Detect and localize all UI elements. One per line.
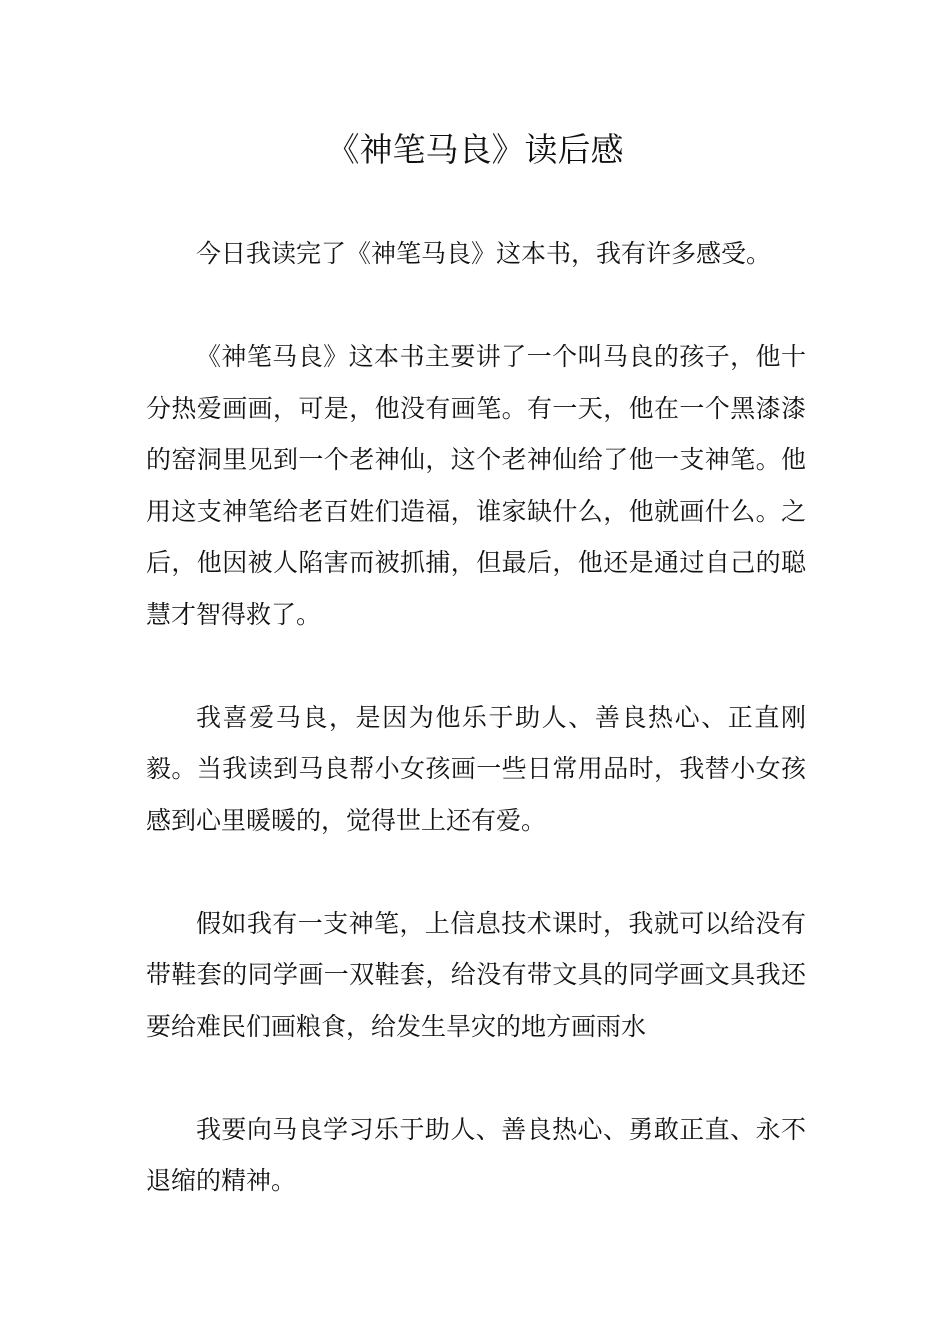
document-title: 《神笔马良》读后感 <box>326 130 624 169</box>
paragraph-reason: 我喜爱马良，是因为他乐于助人、善良热心、正直刚毅。当我读到马良帮小女孩画一些日常用品时，我替小女孩感到心里暖暖的，觉得世上还有爱。 <box>146 702 806 835</box>
paragraph-imagination: 假如我有一支神笔，上信息技术课时，我就可以给没有带鞋套的同学画一双鞋套，给没有带文具的同学画文具我还要给难民们画粮食，给发生旱灾的地方画雨水 <box>146 908 806 1041</box>
paragraph-intro: 今日我读完了《神笔马良》这本书，我有许多感受。 <box>196 239 772 268</box>
paragraph-conclusion: 我要向马良学习乐于助人、善良热心、勇敢正直、永不退缩的精神。 <box>146 1114 806 1195</box>
document-body <box>146 228 806 1258</box>
paragraph-summary: 《神笔马良》这本书主要讲了一个叫马良的孩子，他十分热爱画画，可是，他没有画笔。有一天，他在一个黑漆漆的窑洞里见到一个老神仙，这个老神仙给了他一支神笔。他用这支神笔给老百姓们造福，谁家缺什么，他就画什么。之后，他因被人陷害而被抓捕，但最后，他还是通过自己的聪慧才智得救了。 <box>146 342 806 629</box>
